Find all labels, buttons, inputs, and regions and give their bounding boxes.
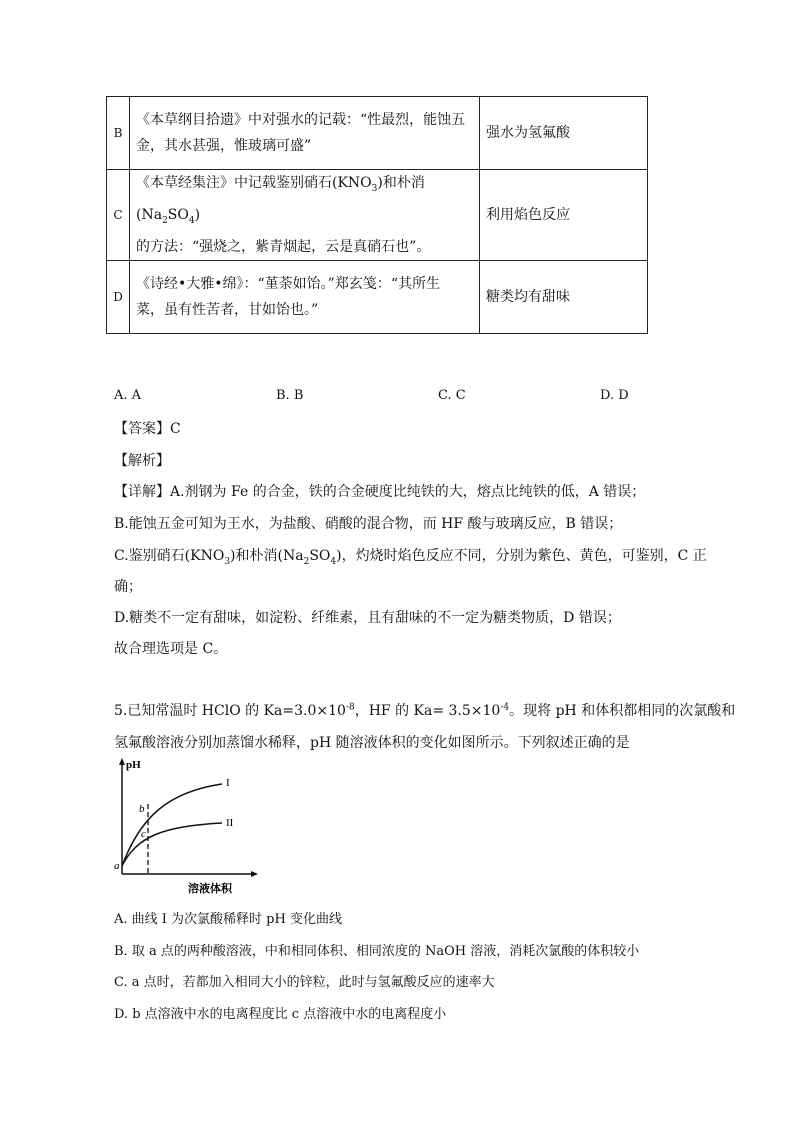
row-result: 强水为氢氟酸 (480, 97, 648, 170)
row-letter: C (107, 170, 130, 261)
superscript: -4 (500, 702, 510, 713)
subscript: 2 (303, 556, 310, 567)
y-axis-arrow (119, 758, 125, 765)
curve-2 (122, 823, 222, 866)
row-text-line: 金，其水甚强，惟玻璃可盛” (136, 138, 312, 154)
options-table (106, 96, 648, 334)
x-axis-arrow (251, 871, 258, 877)
table-row (107, 97, 648, 170)
row-letter: B (107, 97, 130, 170)
text-span: C.鉴别硝石(KNO (114, 548, 225, 564)
row-text (130, 260, 480, 333)
text-span: SO (309, 548, 331, 564)
detail-line: 确； (114, 579, 142, 595)
curve-1-label: I (226, 777, 230, 789)
text-span: )，灼烧时焰色反应不同，分别为紫色、黄色，可鉴别，C 正 (336, 548, 707, 564)
option-d: D. b 点溶液中水的电离程度比 c 点溶液中水的电离程度小 (114, 1007, 447, 1022)
text-span: ) (194, 206, 201, 223)
row-text-line: 菜，虽有性苦者，甘如饴也。” (136, 301, 319, 318)
ph-dilution-graph (112, 756, 262, 896)
row-text-line: 《本草纲目拾遗》中对强水的记载：“性最烈，能蚀五 (136, 112, 466, 128)
x-axis-label: 溶液体积 (188, 883, 232, 895)
row-text-line: 《诗经•大雅•绵》：“堇荼如饴。”郑玄笺：“其所生 (136, 275, 440, 292)
curve-1 (122, 784, 222, 866)
table-row (107, 170, 648, 261)
subscript: 3 (371, 183, 378, 194)
curve-2-label: II (226, 817, 234, 829)
row-result: 利用焰色反应 (480, 170, 648, 261)
question-5-line: 氢氟酸溶液分别加蒸馏水稀释，pH 随溶液体积的变化如图所示。下列叙述正确的是 (114, 735, 630, 751)
analysis-title: 【解析】 (114, 453, 170, 469)
row-text (130, 97, 480, 170)
row-result: 糖类均有甜味 (480, 260, 648, 333)
row-text-line (136, 170, 473, 234)
detail-line: 【详解】A.剂钢为 Fe 的合金，铁的合金硬度比纯铁的大，熔点比纯铁的低，A 错误； (114, 484, 646, 500)
choice-b: B. B (276, 388, 304, 403)
text-span: 《本草经集注》中记载鉴别硝石(KNO (136, 175, 372, 191)
choice-d: D. D (600, 388, 629, 403)
text-span: ，HF 的 Ka= 3.5×10 (354, 703, 501, 719)
point-a-label: a (114, 860, 120, 872)
y-axis-label: pH (126, 759, 141, 771)
option-a: A. 曲线 I 为次氯酸稀释时 pH 变化曲线 (114, 912, 342, 927)
detail-line: B.能蚀五金可知为王水，为盐酸、硝酸的混合物，而 HF 酸与玻璃反应，B 错误； (114, 516, 623, 532)
subscript: 4 (188, 215, 195, 226)
point-b-label: b (139, 803, 145, 815)
subscript: 3 (224, 556, 231, 567)
subscript: 4 (330, 556, 337, 567)
row-letter: D (107, 260, 130, 333)
detail-line: D.糖类不一定有甜味，如淀粉、纤维素，且有甜味的不一定为糖类物质，D 错误； (114, 610, 621, 626)
option-b: B. 取 a 点的两种酸溶液，中和相同体积、相同浓度的 NaOH 溶液，消耗次氯酸的体积较小 (114, 944, 640, 959)
question-5-line (114, 700, 735, 720)
text-span: )和朴消(Na (136, 175, 425, 223)
detail-line (114, 545, 707, 567)
text-span: 。现将 pH 和体积都相同的次氯酸和 (509, 703, 736, 719)
choice-c: C. C (438, 388, 466, 403)
superscript: -8 (345, 702, 355, 713)
row-text-line: 的方法：“强烧之，紫青烟起，云是真硝石也”。 (136, 238, 431, 255)
point-c-label: c (141, 828, 146, 840)
text-span: 5.已知常温时 HClO 的 Ka=3.0×10 (114, 703, 346, 719)
option-c: C. a 点时，若都加入相同大小的锌粒，此时与氢氟酸反应的速率大 (114, 975, 495, 990)
row-text (130, 170, 480, 261)
text-span: SO (167, 206, 189, 223)
answer: 【答案】C (114, 421, 181, 437)
table-row (107, 260, 648, 333)
text-span: )和朴消(Na (230, 548, 304, 564)
subscript: 2 (162, 215, 168, 226)
choice-a: A. A (114, 388, 142, 403)
detail-line: 故合理选项是 C。 (114, 641, 228, 657)
